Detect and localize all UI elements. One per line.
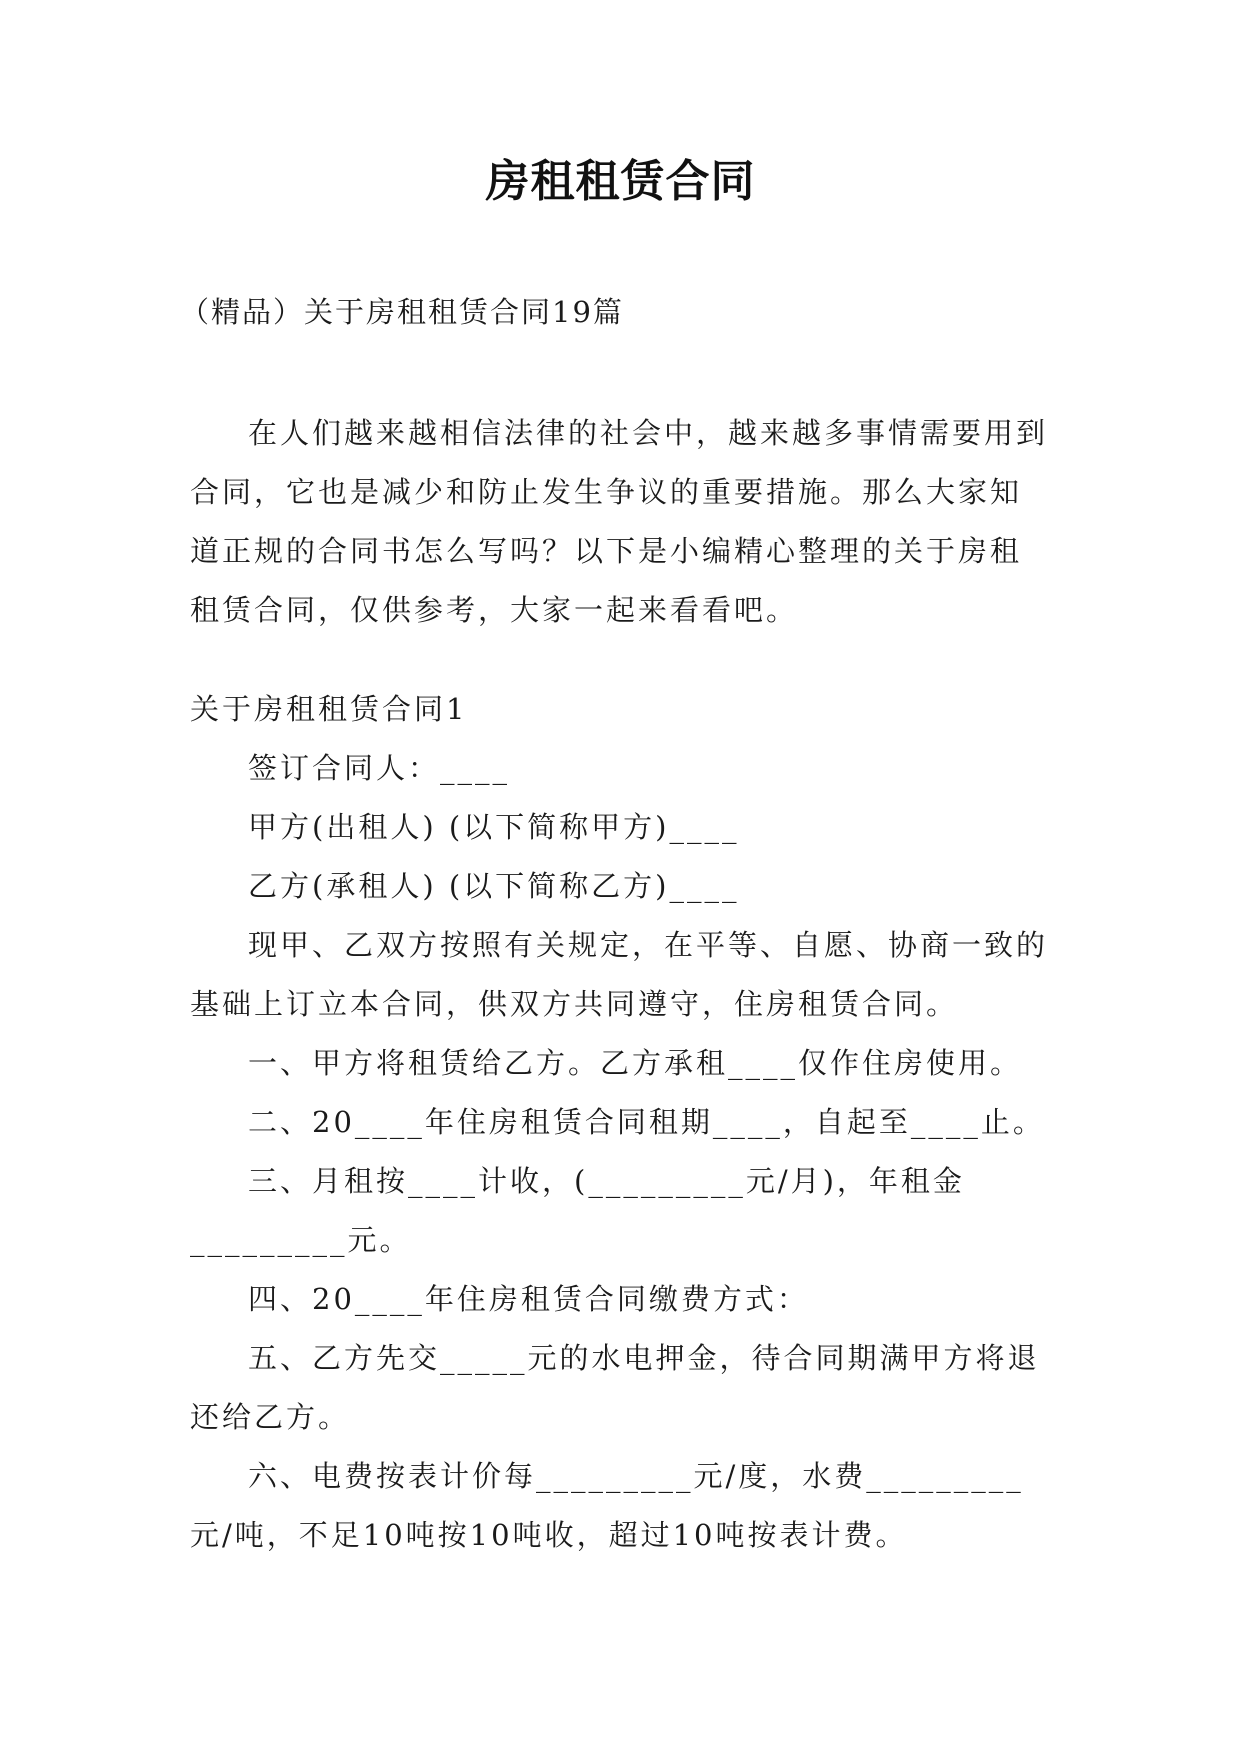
- clause-2: 二、20____年住房租赁合同租期____，自起至____止。: [248, 1105, 1045, 1139]
- document-body: [190, 404, 1050, 1565]
- paragraph-signer: 签订合同人：____: [248, 751, 511, 785]
- clause-5: 五、乙方先交_____元的水电押金，待合同期满甲方将退还给乙方。: [190, 1341, 1040, 1434]
- clause-6: 六、电费按表计价每_________元/度，水费_________元/吨，不足10吨按10吨收，超过10吨按表计费。: [190, 1459, 1024, 1552]
- paragraph-party-a: 甲方(出租人) (以下简称甲方)____: [248, 810, 740, 844]
- document-title: 房租租赁合同: [485, 156, 756, 207]
- document-subtitle: （精品）关于房租租赁合同19篇: [180, 295, 624, 329]
- clause-4: 四、20____年住房租赁合同缴费方式：: [248, 1282, 809, 1316]
- clause-1: 一、甲方将租赁给乙方。乙方承租____仅作住房使用。: [248, 1046, 1023, 1080]
- section-heading: 关于房租租赁合同1: [190, 692, 468, 726]
- clause-3: 三、月租按____计收，(_________元/月)，年租金_________元。: [190, 1164, 965, 1257]
- intro-paragraph: 在人们越来越相信法律的社会中，越来越多事情需要用到合同，它也是减少和防止发生争议的重要措施。那么大家知道正规的合同书怎么写吗？以下是小编精心整理的关于房租租赁合同，仅供参考，大家一起来看看吧。: [190, 416, 1049, 627]
- paragraph-preamble: 现甲、乙双方按照有关规定，在平等、自愿、协商一致的基础上订立本合同，供双方共同遵守，住房租赁合同。: [190, 928, 1049, 1021]
- paragraph-party-b: 乙方(承租人) (以下简称乙方)____: [248, 869, 740, 903]
